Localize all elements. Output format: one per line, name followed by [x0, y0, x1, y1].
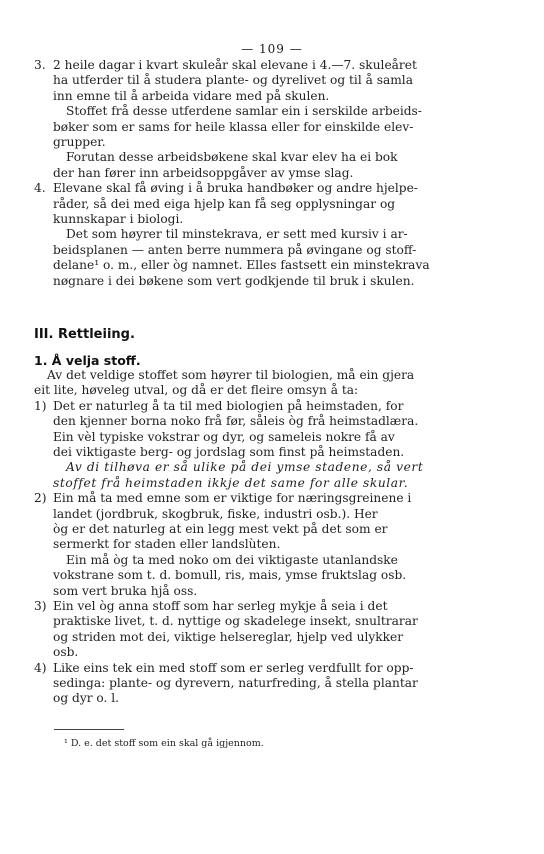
italic-line: stoffet frå heimstaden ikkje det same for alle skular. — [53, 475, 409, 490]
text-column — [34, 58, 518, 751]
text-line: grupper. — [53, 135, 106, 150]
text-line: eit lite, høveleg utval, og då er det fleire omsyn å ta: — [34, 383, 359, 398]
text-line: kunnskapar i biologi. — [53, 212, 184, 227]
footnote-divider — [54, 729, 124, 730]
text-line: delane¹ o. m., eller òg namnet. Elles fastsett ein minstekrava — [53, 258, 430, 273]
list-item-number: 2) — [34, 491, 47, 506]
text-line: sedinga: plante- og dyrevern, naturfreding, å stella plantar — [53, 676, 418, 691]
list-item-4b — [34, 661, 518, 707]
text-line: praktiske livet, t. d. nyttige og skadelege insekt, snultrarar — [53, 614, 418, 629]
text-line: landet (jordbruk, skogbruk, fiske, industri osb.). Her — [53, 506, 378, 521]
text-line: Ein vèl typiske vokstrar og dyr, og sameleis nokre få av — [53, 429, 395, 444]
text-line: Ein må ta med emne som er viktige for næringsgreinene i — [53, 491, 412, 506]
text-line: beidsplanen — anten berre nummera på øvingane og stoff- — [53, 242, 417, 257]
text-line: nøgnare i dei bøkene som vert godkjende til bruk i skulen. — [53, 273, 415, 288]
text-line: som vert bruka hjå oss. — [53, 583, 198, 598]
text-line: inn emne til å arbeida vidare med på skulen. — [53, 88, 330, 103]
text-line: den kjenner borna noko frå før, såleis òg frå heimstadlæra. — [53, 414, 419, 429]
text-line: Like eins tek ein med stoff som er serleg verdfullt for opp- — [53, 660, 414, 675]
list-item-number: 1) — [34, 398, 47, 413]
text-line: sermerkt for staden eller landslùten. — [53, 537, 281, 552]
text-line: der han fører inn arbeidsoppgåver av ymse slag. — [53, 165, 354, 180]
list-item-number: 4. — [34, 181, 46, 196]
text-line: Det er naturleg å ta til med biologien på heimstaden, for — [53, 398, 404, 413]
list-item-4 — [34, 181, 518, 289]
list-item-number: 3. — [34, 58, 46, 72]
text-line: Forutan desse arbeidsbøkene skal kvar elev ha ei bok — [66, 150, 398, 165]
list-item-number: 4) — [34, 660, 47, 675]
text-line: ha utferder til å studera plante- og dyrelivet og til å samla — [53, 73, 413, 88]
text-line: òg er det naturleg at ein legg mest vekt på det som er — [53, 521, 388, 536]
list-item-number: 3) — [34, 599, 47, 613]
list-item-3 — [34, 58, 518, 181]
text-line: bøker som er sams for heile klassa eller for einskilde elev- — [53, 119, 414, 134]
text-line: Av det veldige stoffet som høyrer til biologien, må ein gjera — [47, 367, 415, 382]
list-item-1 — [34, 399, 518, 491]
text-line: 2 heile dagar i kvart skuleår skal elevane i 4.—7. skuleåret — [53, 58, 417, 72]
page-number: — 109 — — [241, 42, 303, 56]
text-line: vokstrane som t. d. bomull, ris, mais, ymse fruktslag osb. — [53, 568, 407, 583]
text-line: Stoffet frå desse utferdene samlar ein i serskilde arbeids- — [66, 104, 422, 119]
italic-line: Av di tilhøva er så ulike på dei ymse stadene, så vert — [66, 460, 424, 475]
text-line: råder, så dei med eiga hjelp kan få seg opplysningar og — [53, 196, 396, 211]
section-heading: III. Rettleiing. — [34, 327, 135, 343]
text-line: Elevane skal få øving i å bruka handbøker og andre hjelpe- — [53, 181, 418, 196]
text-line: Ein vel òg anna stoff som har serleg mykje å seia i det — [53, 599, 388, 613]
text-line: og dyr o. l. — [53, 691, 120, 706]
text-line: osb. — [53, 645, 79, 660]
text-line: dei viktigaste berg- og jordslag som finst på heimstaden. — [53, 444, 405, 459]
subsection-heading: 1. Å velja stoff. — [34, 352, 141, 368]
list-item-2 — [34, 491, 518, 599]
text-line: Det som høyrer til minstekrava, er sett med kursiv i ar- — [66, 227, 408, 242]
list-item-3b — [34, 599, 518, 661]
footnote: ¹ D. e. det stoff som ein skal gå igjennom. — [64, 737, 264, 749]
text-line: og striden mot dei, viktige helsereglar, hjelp ved ulykker — [53, 629, 404, 644]
text-line: Ein må òg ta med noko om dei viktigaste utanlandske — [66, 552, 398, 567]
